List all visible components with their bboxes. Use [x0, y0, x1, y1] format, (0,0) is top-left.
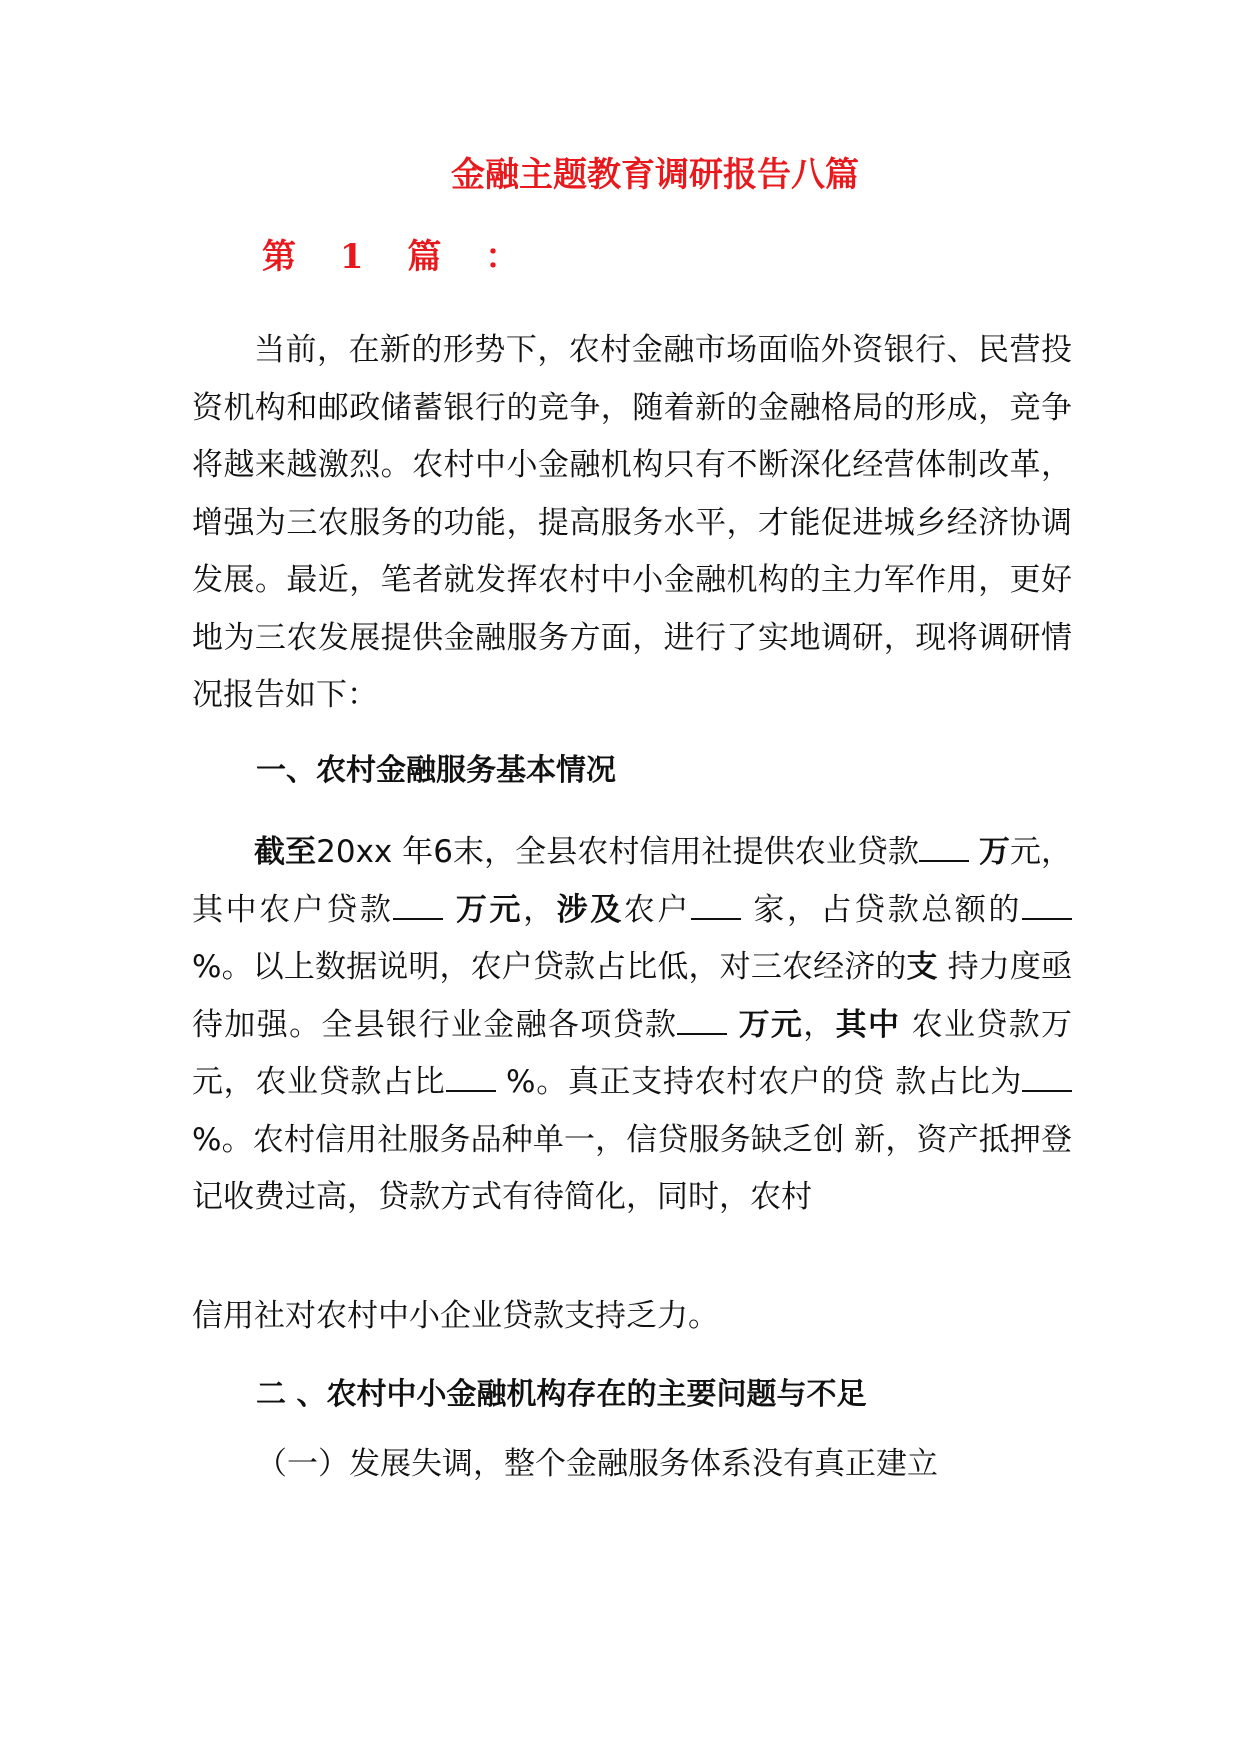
section2-subheading: （一）发展失调，整个金融服务体系没有真正建立 [256, 1446, 938, 1482]
text-run: %。真正支持农村农户的贷 款占比为 [506, 1064, 1023, 1100]
text-run: %。农村信用社服务品种单一，信贷服务缺乏创 新，资产抵押登记收费过高，贷款方式有待简化，同时，农村 [192, 1121, 1072, 1215]
text-run: 涉及 [556, 891, 624, 928]
text-run: ， [803, 1006, 836, 1043]
text-run: 20xx 年 [316, 834, 434, 870]
section1-paragraph [192, 824, 1072, 1227]
text-run: %。以上数据说明，农户贷款占比低，对三农经济的 [192, 949, 907, 985]
blank-underline [919, 832, 969, 862]
section1-tail: 信用社对农村中小企业贷款支持乏力。 [192, 1298, 719, 1334]
text-run: 截至 [254, 834, 317, 870]
blank-underline [691, 890, 741, 920]
document-title: 金融主题教育调研报告八篇 [451, 155, 859, 195]
text-run: 其中 [835, 1006, 901, 1043]
section1-heading: 一、农村金融服务基本情况 [256, 753, 616, 788]
text-run: 家，占贷款总额的 [753, 891, 1023, 928]
blank-underline [446, 1062, 496, 1092]
intro-paragraph: 当前，在新的形势下，农村金融市场面临外资银行、民营投资机构和邮政储蓄银行的竞争，随着新的金融格局的形成，竞争将越来越激烈。农村中小金融机构只有不断深化经营体制改革，增强为三农服务的功能，提高服务水平，才能促进城乡经济协调发展。最近，笔者就发挥农村中小金融机构的主力军作用，更好地为三农发展提供金融服务方面，进行了实地调研，现将调研情况报告如下： [192, 332, 1072, 713]
text-run: 万元 [738, 1006, 804, 1043]
blank-underline [1022, 1062, 1072, 1092]
blank-underline [1022, 890, 1072, 920]
text-run: 持力度亟待加强。全县银行业金融各项贷款 [192, 949, 1073, 1043]
section2-heading: 二 、农村中小金融机构存在的主要问题与不足 [256, 1377, 867, 1412]
text-run: 支 [906, 949, 938, 985]
text-run: 万 [978, 834, 1010, 870]
chapter-label: 第 1 篇 ： [262, 237, 536, 277]
blank-underline [393, 890, 443, 920]
text-run: 元，其中农户贷款 [192, 834, 1072, 928]
text-run: 农户 [623, 891, 691, 928]
text-run: 万元 [455, 891, 524, 928]
text-run: ， [523, 891, 557, 928]
blank-underline [677, 1005, 727, 1035]
text-run: 农业贷款万元，农业贷款占比 [192, 1006, 1073, 1100]
text-run: 6末，全县农村信用社提供农业贷款 [433, 834, 919, 870]
